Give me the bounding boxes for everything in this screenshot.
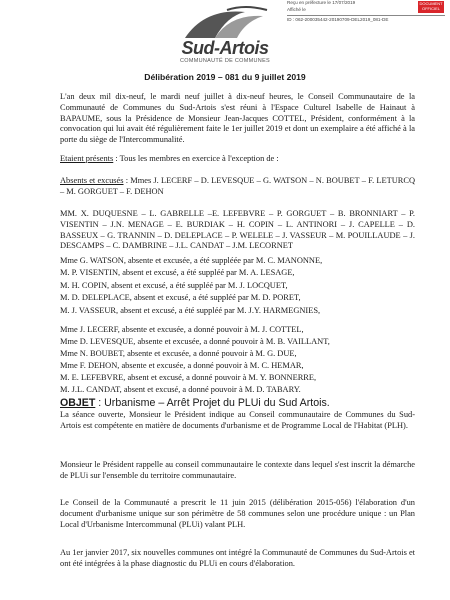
proxy-item: M. E. LEFEBVRE, absent et excusé, a donné pouvoir à M. Y. BONNERRE,	[60, 373, 317, 382]
logo-title: Sud-Artois	[181, 38, 269, 58]
present-text: : Tous les membres en exercice à l'exception de :	[113, 154, 279, 163]
proxy-item: Mme N. BOUBET, absente et excusée, a donné pouvoir à M. G. DUE,	[60, 349, 297, 358]
proxy-item: Mme F. DEHON, absente et excusée, a donné pouvoir à M. C. HEMAR,	[60, 361, 304, 370]
stamp-badge: DOCUMENT OFFICIEL	[419, 1, 443, 11]
stamp-id-line: ID : 062-200035442-20190709-DEL2019_081-DE	[287, 15, 445, 23]
intro-paragraph: L'an deux mil dix-neuf, le mardi neuf juillet à dix-neuf heures, le Conseil Communautaire de la Communauté de Communes du Sud-Artois s'est réuni à l'Espace Culturel Isabelle de Hainaut à BAPAUME, sous la Présidence de Monsieur Jean-Jacques COTTEL, Président, conformément à la convocation qui lui avait été régulièrement faite le 1er juillet 2019 et dont un exemplaire a été affiché à la porte du siège de l'Intercommunalité.	[60, 92, 415, 145]
substitution-item: M. P. VISENTIN, absent et excusé, a été suppléé par M. A. LESAGE,	[60, 268, 295, 277]
substitution-item: M. D. DELEPLACE, absent et excusé, a été suppléé par M. D. PORET,	[60, 293, 301, 302]
absent-excused-label: Absents et excusés	[60, 176, 124, 185]
body-paragraph: Monsieur le Président rappelle au conseil communautaire le contexte dans lequel s'est inscrit la démarche de PLUi sur l'ensemble du territoire communautaire.	[60, 460, 415, 480]
absent-excused-text: : Mmes J. LECERF – D. LEVESQUE – G. WATSON – N. BOUBET – F. LETURCQ – M. GORGUET – F. DEHON	[60, 176, 416, 196]
stamp-posted-line: Affiché le	[287, 7, 306, 12]
logo-swoosh-icon	[175, 6, 275, 42]
objet-text: : Urbanisme – Arrêt Projet du PLUi du Sud Artois.	[95, 397, 330, 409]
proxy-item: Mme D. LEVESQUE, absente et excusée, a donné pouvoir à M. B. VAILLANT,	[60, 337, 330, 346]
objet-label: OBJET	[60, 397, 96, 409]
proxy-item: Mme J. LECERF, absente et excusée, a donné pouvoir à M. J. COTTEL,	[60, 325, 304, 334]
deliberation-heading: Délibération 2019 – 081 du 9 juillet 2019	[144, 72, 306, 82]
objet-line	[60, 397, 330, 409]
sud-artois-logo	[150, 6, 300, 70]
body-paragraph: La séance ouverte, Monsieur le Président indique au Conseil communautaire de Communes du Sud-Artois est compétente en matière de documents d'urbanisme et de Programme Local de l'Habitat (PLH).	[60, 410, 415, 430]
logo-subtitle: COMMUNAUTÉ DE COMMUNES	[179, 58, 270, 64]
present-line	[60, 154, 279, 165]
mm-absent-list: MM. X. DUQUESNE – L. GABRELLE –E. LEFEBVRE – P. GORGUET – B. BRONNIART – P. VISENTIN – J.N. MENAGE – E. BURDIAK – H. COPIN – L. ANTINORI – J. CAPELLE – D. BASSEUX – G. TRANNIN – D. DELEPLACE – P. WELELE – J. VASSEUR – M. POUILLAUDE – J. DESCAMPS – C. DAMBRINE – J.L. CANDAT – J.M. LECORNET	[60, 209, 415, 251]
body-paragraph: Au 1er janvier 2017, six nouvelles communes ont intégré la Communauté de Communes du Sud-Artois et ont été intégrées à la phase diagnostic du PLUi en cours d'élaboration.	[60, 548, 415, 568]
reception-stamp	[283, 0, 450, 24]
absent-excused-block	[60, 176, 415, 198]
substitution-item: Mme G. WATSON, absente et excusée, a été suppléée par M. C. MANONNE,	[60, 256, 323, 265]
stamp-received-line: Reçu en préfecture le 17/07/2019	[287, 0, 356, 5]
present-label: Etaient présents	[60, 154, 114, 163]
substitution-item: M. J. VASSEUR, absent et excusé, a été suppléé par M. J.Y. HARMEGNIES,	[60, 306, 321, 315]
proxy-item: M. J.L. CANDAT, absent et excusé, a donné pouvoir à M. D. TABARY.	[60, 385, 301, 394]
body-paragraph: Le Conseil de la Communauté a prescrit le 11 juin 2015 (délibération 2015-056) l'élaboration d'un document d'urbanisme unique sur son périmètre de 58 communes selon une procédure unique : un Plan Local d'Urbanisme Intercommunal (PLUi) valant PLH.	[60, 498, 415, 529]
substitution-item: M. H. COPIN, absent et excusé, a été suppléé par M. J. LOCQUET,	[60, 281, 288, 290]
